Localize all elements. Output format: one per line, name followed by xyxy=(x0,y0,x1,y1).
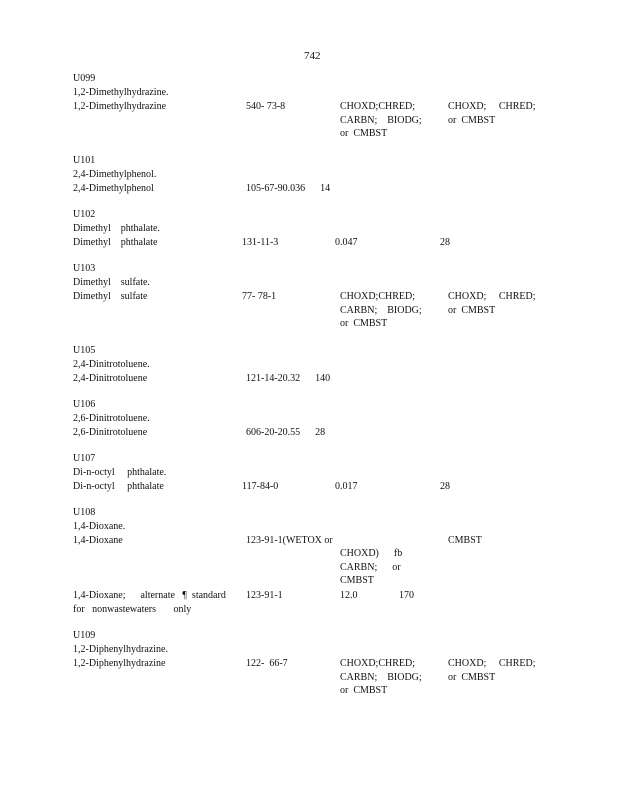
wastewater-standard: CHOXD;CHRED; CARBN; BIODG; or CMBST xyxy=(340,291,422,329)
constituent-name: 2,6-Dinitrotoluene xyxy=(73,427,148,438)
waste-name: 2,4-Dimethylphenol. xyxy=(73,169,157,180)
alternate-wastewater-value: 12.0 xyxy=(340,590,358,601)
waste-code: U103 xyxy=(73,263,96,274)
cas-number: 122- 66-7 xyxy=(246,658,288,669)
constituent-name: 2,4-Dimethylphenol xyxy=(73,183,154,194)
cas-number: 123-91-1(WETOX or xyxy=(246,535,333,546)
waste-code: U107 xyxy=(73,453,96,464)
waste-name: 1,4-Dioxane. xyxy=(73,521,126,532)
constituent-name: 1,2-Diphenylhydrazine xyxy=(73,658,166,669)
waste-name: 1,2-Diphenylhydrazine. xyxy=(73,644,168,655)
constituent-name: Dimethyl phthalate xyxy=(73,237,158,248)
wastewater-standard: CHOXD;CHRED; CARBN; BIODG; or CMBST xyxy=(340,658,422,696)
nonwastewater-standard: CHOXD; CHRED; or CMBST xyxy=(448,101,536,126)
nonwastewater-standard: CMBST xyxy=(448,535,482,546)
cas-number: 121-14-20.32 140 xyxy=(246,373,331,384)
nonwastewater-standard: 28 xyxy=(440,237,450,248)
cas-number: 77- 78-1 xyxy=(242,291,277,302)
nonwastewater-standard: 28 xyxy=(440,481,450,492)
waste-name: Dimethyl phthalate. xyxy=(73,223,160,234)
waste-code: U099 xyxy=(73,73,96,84)
waste-name: 2,6-Dinitrotoluene. xyxy=(73,413,150,424)
waste-code: U106 xyxy=(73,399,96,410)
waste-name: 1,2-Dimethylhydrazine. xyxy=(73,87,169,98)
cas-number: 540- 73-8 xyxy=(246,101,286,112)
waste-code: U101 xyxy=(73,155,96,166)
alternate-standard-label: 1,4-Dioxane; alternate ¶ standard xyxy=(73,590,226,601)
waste-name: Dimethyl sulfate. xyxy=(73,277,150,288)
waste-code: U105 xyxy=(73,345,96,356)
waste-name: Di-n-octyl phthalate. xyxy=(73,467,167,478)
nonwastewater-standard: CHOXD; CHRED; or CMBST xyxy=(448,658,536,683)
cas-number: 117-84-0 xyxy=(242,481,279,492)
waste-code: U108 xyxy=(73,507,96,518)
waste-code: U109 xyxy=(73,630,96,641)
wastewater-standard: 0.017 xyxy=(335,481,358,492)
nonwastewater-standard: CHOXD; CHRED; or CMBST xyxy=(448,291,536,316)
cas-number: 105-67-90.036 14 xyxy=(246,183,331,194)
constituent-name: Di-n-octyl phthalate xyxy=(73,481,164,492)
constituent-name: 2,4-Dinitrotoluene xyxy=(73,373,148,384)
cas-number: 131-11-3 xyxy=(242,237,279,248)
cas-number: 606-20-20.55 28 xyxy=(246,427,326,438)
wastewater-standard: CHOXD;CHRED; CARBN; BIODG; or CMBST xyxy=(340,101,422,139)
constituent-name: 1,2-Dimethylhydrazine xyxy=(73,101,167,112)
waste-code: U102 xyxy=(73,209,96,220)
wastewater-standard: CHOXD) fb CARBN; or CMBST xyxy=(340,548,403,586)
page-number: 742 xyxy=(304,50,321,62)
waste-name: 2,4-Dinitrotoluene. xyxy=(73,359,150,370)
constituent-name: 1,4-Dioxane xyxy=(73,535,123,546)
alternate-nonwastewater-value: 170 xyxy=(399,590,414,601)
constituent-name: Dimethyl sulfate xyxy=(73,291,148,302)
alternate-standard-note: for nonwastewaters only xyxy=(73,604,192,615)
alternate-cas-number: 123-91-1 xyxy=(246,590,283,601)
wastewater-standard: 0.047 xyxy=(335,237,358,248)
